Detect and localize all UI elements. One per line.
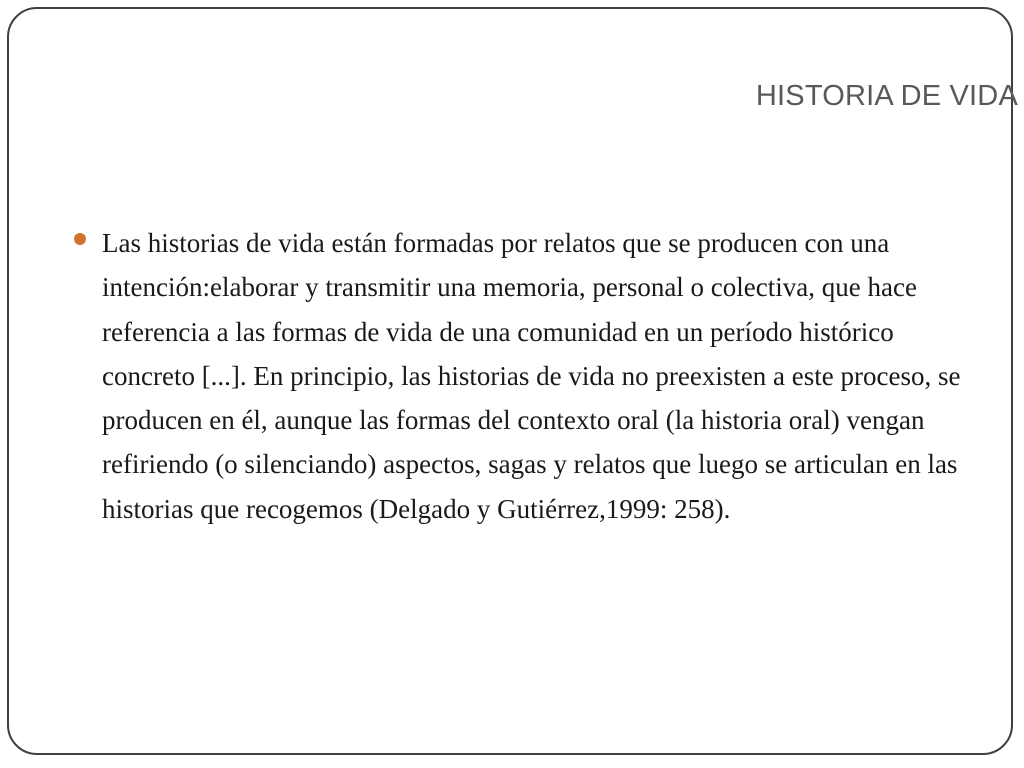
bullet-text: Las historias de vida están formadas por relatos que se producen con una intención:elaborar y transmitir una memoria, personal o colectiva, que hace referencia a las formas de vida de una comunidad en un período histórico concreto [...]. En principio, las historias de vida no preexisten a este proceso, se producen en él, aunque las formas del contexto oral (la historia oral) vengan refiriendo (o silenciando) aspectos, sagas y relatos que luego se articulan en las historias que recogemos (Delgado y Gutiérrez,1999: 258).: [102, 228, 961, 524]
bullet-dot-icon: [74, 233, 86, 245]
slide-title: HISTORIA DE VIDA: [755, 80, 1018, 112]
